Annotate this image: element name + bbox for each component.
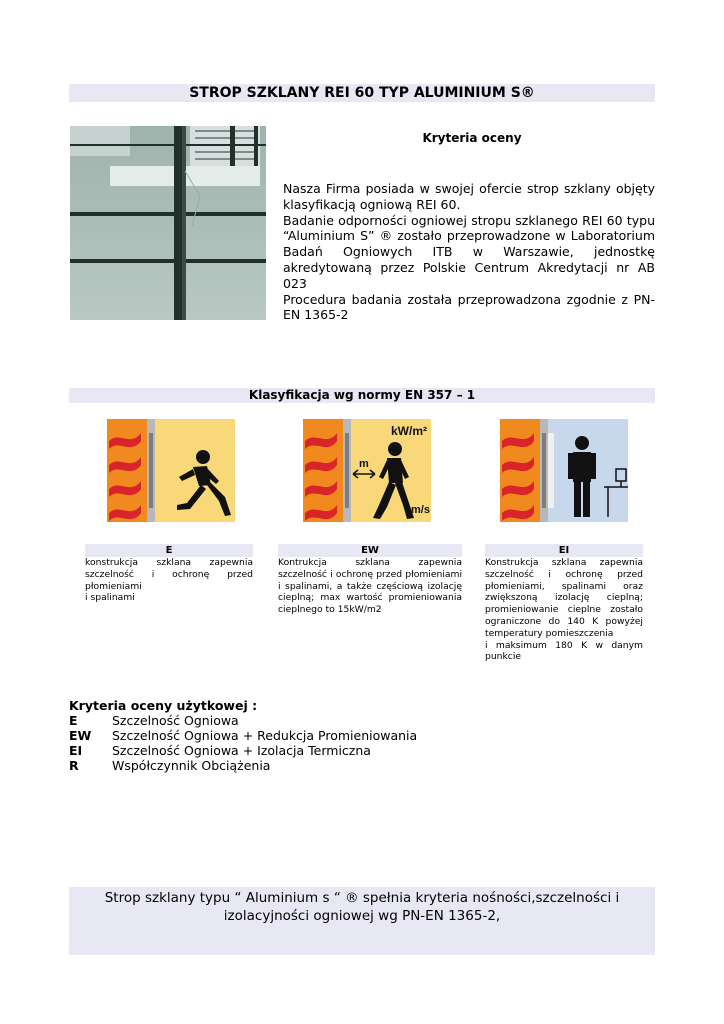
legend-code: R xyxy=(69,758,79,773)
m-label: m xyxy=(359,458,369,470)
legend-row xyxy=(69,728,417,743)
legend-text: Szczelność Ogniowa xyxy=(112,713,239,728)
pictogram-ei xyxy=(500,419,628,522)
ms-label: m/s xyxy=(411,504,430,516)
column-ei xyxy=(485,544,643,663)
legend-code: E xyxy=(69,713,78,728)
summary-line: Strop szklany typu “ Aluminium s “ ® spełnia kryteria nośności,szczelności i xyxy=(104,890,620,906)
column-e-description xyxy=(85,557,253,604)
criteria-heading: Kryteria oceny xyxy=(422,131,522,145)
column-ew xyxy=(278,544,462,616)
pictogram-e xyxy=(107,419,235,522)
summary-footer xyxy=(69,887,655,955)
page-title: STROP SZKLANY REI 60 TYP ALUMINIUM S® xyxy=(69,84,655,102)
column-ei-description xyxy=(485,557,643,663)
column-e-line: konstrukcja szklana zapewnia szczelność i ochronę przed płomieniami xyxy=(85,557,253,592)
column-ei-line: i maksimum 180 K w danym punkcie xyxy=(485,639,643,663)
column-ew-line: Kontrukcja szklana zapewnia szczelność i ochronę przed płomieniami i spalinami, a także częściową izolację cieplną; max wartość promieniowania cieplnego to 15kW/m2 xyxy=(278,557,462,616)
kw-label: kW/m² xyxy=(391,424,427,438)
legend-text: Współczynnik Obciążenia xyxy=(112,758,271,773)
legend-row xyxy=(69,743,417,758)
intro-text xyxy=(283,181,655,323)
column-ei-line: Konstrukcja szklana zapewnia szczelność i ochronę przed płomieniami, spalinami oraz zwiększoną izolację cieplną; promieniowanie cieplne zostało ograniczone do 140 K powyżej temperatury pomieszczenia xyxy=(485,557,643,639)
legend-text: Szczelność Ogniowa + Izolacja Termiczna xyxy=(112,743,371,758)
column-e-code: E xyxy=(85,544,253,557)
glass-floor-photo xyxy=(70,126,266,320)
legend-row xyxy=(69,713,417,728)
pictogram-ew xyxy=(303,419,431,522)
summary-line: izolacyjności ogniowej wg PN-EN 1365-2, xyxy=(223,908,501,924)
usage-criteria-legend xyxy=(69,698,417,773)
intro-paragraph: Procedura badania została przeprowadzona zgodnie z PN-EN 1365-2 xyxy=(283,291,655,323)
column-e xyxy=(85,544,253,604)
legend-code: EI xyxy=(69,743,83,758)
column-ew-description xyxy=(278,557,462,616)
legend-title: Kryteria oceny użytkowej : xyxy=(69,698,258,713)
legend-text: Szczelność Ogniowa + Redukcja Promieniowania xyxy=(112,728,418,743)
column-ei-code: EI xyxy=(485,544,643,557)
column-ew-code: EW xyxy=(278,544,462,557)
intro-paragraph: Nasza Firma posiada w swojej ofercie strop szklany objęty klasyfikacją ogniową REI 60. xyxy=(283,181,655,212)
column-e-line: i spalinami xyxy=(85,592,135,604)
legend-code: EW xyxy=(69,728,92,743)
intro-paragraph: Badanie odporności ogniowej stropu szklanego REI 60 typu “Aluminium S” ® zostało przeprowadzone w Laboratorium Badań Ogniowych ITB w Warszawie, jednostkę akredytowaną przez Polskie Centrum Akredytacji nr AB 023 xyxy=(283,212,655,291)
legend-row xyxy=(69,758,417,773)
classification-heading: Klasyfikacja wg normy EN 357 – 1 xyxy=(69,388,655,403)
